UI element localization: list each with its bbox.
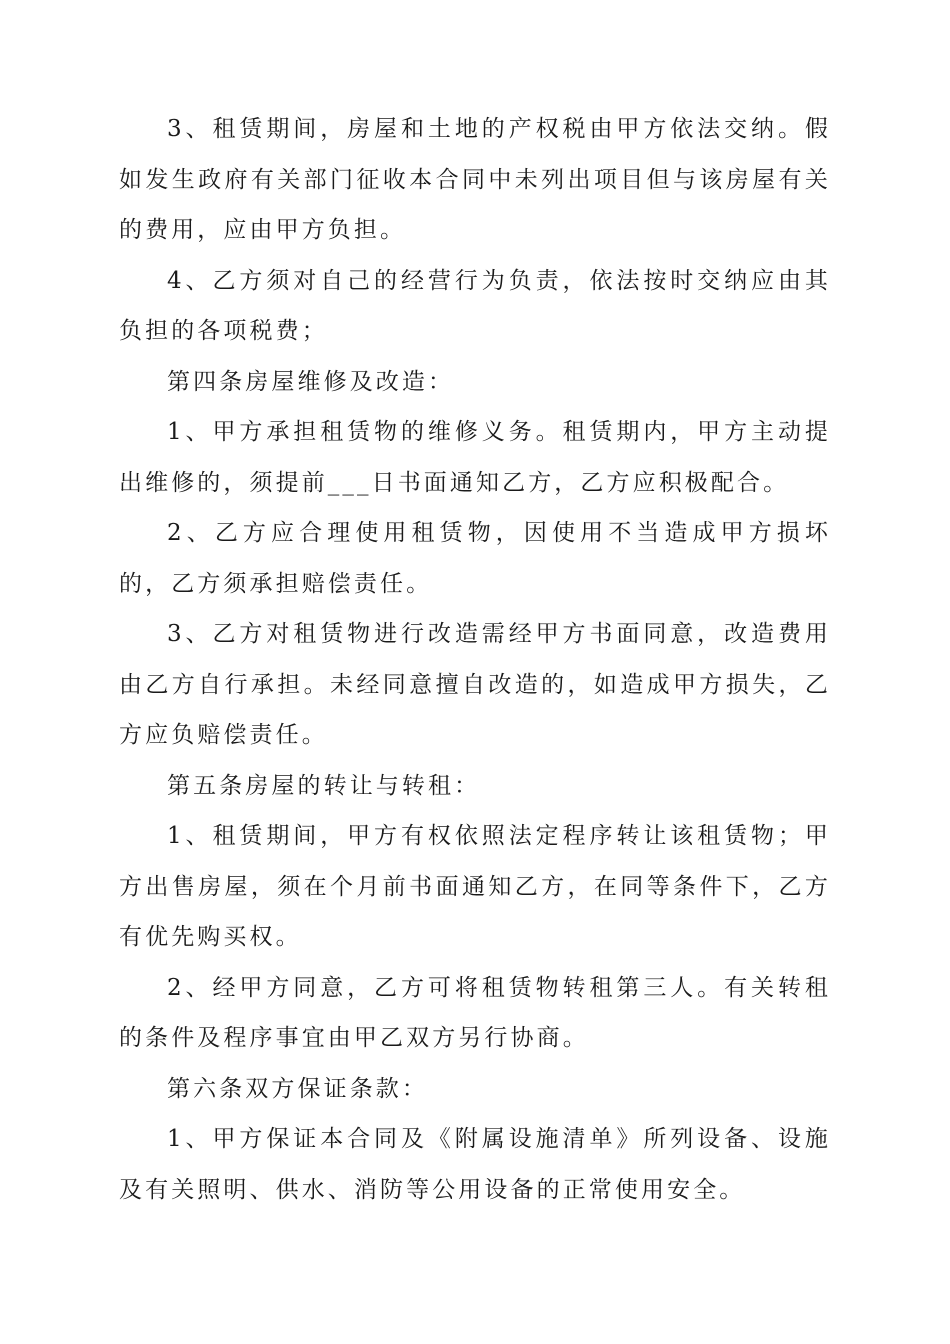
- clause-5-2-sublease: 2、经甲方同意，乙方可将租赁物转租第三人。有关转租的条件及程序事宜由甲乙双方另行协商。: [119, 974, 831, 1051]
- article-5-heading: 第五条房屋的转让与转租：: [167, 772, 481, 799]
- clause-4-1-maintenance: 1、甲方承担租赁物的维修义务。租赁期内，甲方主动提出维修的，须提前___日书面通知乙方，乙方应积极配合。: [119, 419, 831, 496]
- clause-5-1-transfer: 1、租赁期间，甲方有权依照法定程序转让该租赁物；甲方出售房屋，须在个月前书面通知乙方，在同等条件下，乙方有优先购买权。: [119, 823, 831, 950]
- article-4-heading: 第四条房屋维修及改造：: [167, 368, 455, 395]
- clause-3-3-tax-responsibility: 4、乙方须对自己的经营行为负责，依法按时交纳应由其负担的各项税费；: [119, 267, 831, 344]
- clause-3-2-property-tax: 3、租赁期间，房屋和土地的产权税由甲方依法交纳。假如发生政府有关部门征收本合同中未列出项目但与该房屋有关的费用，应由甲方负担。: [119, 116, 831, 243]
- clause-4-3-renovation: 3、乙方对租赁物进行改造需经甲方书面同意，改造费用由乙方自行承担。未经同意擅自改造的，如造成甲方损失，乙方应负赔偿责任。: [119, 621, 831, 748]
- document-body: [119, 104, 831, 1215]
- article-6-heading: 第六条双方保证条款：: [167, 1075, 428, 1102]
- clause-6-1-safety: 1、甲方保证本合同及《附属设施清单》所列设备、设施及有关照明、供水、消防等公用设备的正常使用安全。: [119, 1126, 831, 1203]
- clause-4-2-proper-use: 2、乙方应合理使用租赁物，因使用不当造成甲方损坏的，乙方须承担赔偿责任。: [119, 520, 831, 597]
